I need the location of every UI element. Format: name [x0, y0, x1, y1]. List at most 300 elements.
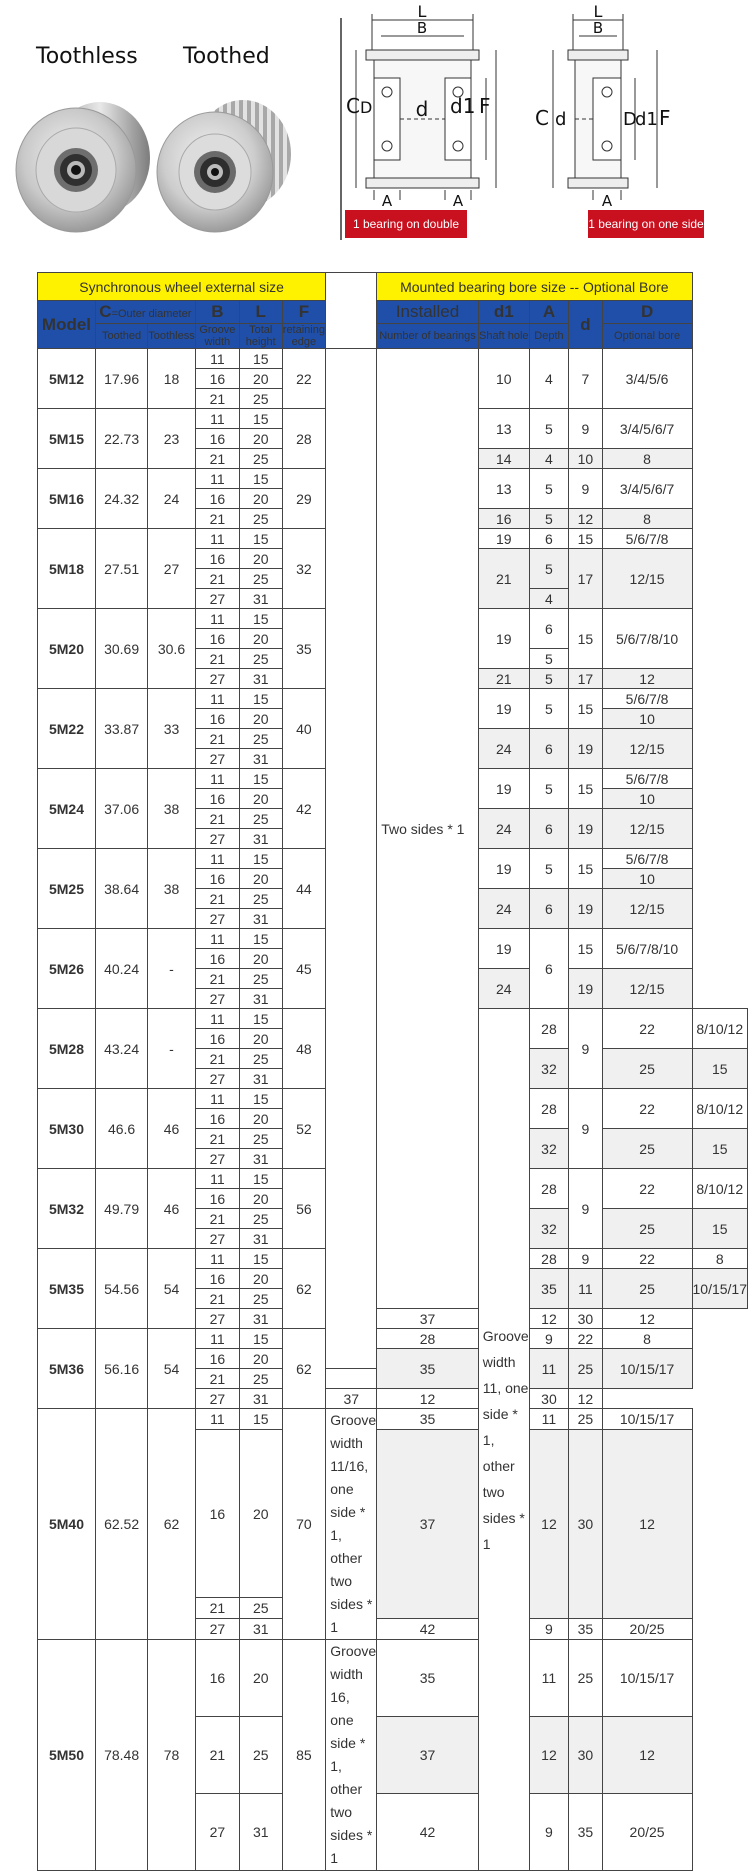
d1-cell: 24 [478, 889, 529, 929]
model-cell: 5M30 [38, 1089, 96, 1169]
height-cell: 15 [239, 769, 282, 789]
d1-cell: 19 [478, 689, 529, 729]
d-cell: 22 [569, 1329, 602, 1349]
dd-cell: 8 [602, 449, 692, 469]
d1-cell: 35 [529, 1269, 568, 1309]
groove-cell: 27 [195, 829, 239, 849]
dd-cell: 10 [602, 709, 692, 729]
groove-cell: 21 [195, 449, 239, 469]
d1-cell: 16 [478, 509, 529, 529]
a-cell: 5 [529, 669, 568, 689]
d-cell: 30 [529, 1389, 568, 1409]
height-cell: 15 [239, 929, 282, 949]
b-header: B [195, 301, 239, 324]
d1-cell: 13 [478, 409, 529, 449]
a-cell: 6 [529, 609, 568, 649]
installed-note: Two sides * 1 [377, 349, 479, 1309]
groove-cell: 11 [195, 1089, 239, 1109]
diagram-label-L: L [417, 2, 427, 21]
height-cell: 20 [239, 1029, 282, 1049]
toothless-pulley-image [8, 88, 153, 238]
dd-cell: 12/15 [602, 549, 692, 609]
toothed-cell: 62.52 [95, 1409, 147, 1640]
dd-cell: 8 [692, 1249, 748, 1269]
groove-width-header: Groove width [195, 324, 239, 349]
d-cell: 9 [569, 469, 602, 509]
height-cell: 20 [239, 1349, 282, 1369]
height-cell: 25 [239, 1369, 282, 1389]
single-side-bearing-diagram [535, 0, 675, 210]
d-cell: 22 [602, 1249, 692, 1269]
d1-cell: 42 [377, 1794, 479, 1871]
d1-cell: 24 [478, 969, 529, 1009]
f-cell: 85 [282, 1640, 326, 1871]
d1-cell: 32 [529, 1209, 568, 1249]
height-cell: 25 [239, 809, 282, 829]
diagram-label-A-right: A [452, 192, 464, 210]
optional-bore-header: Optional bore [602, 324, 692, 349]
height-cell: 31 [239, 909, 282, 929]
groove-cell: 21 [195, 389, 239, 409]
height-cell: 31 [239, 1619, 282, 1640]
f-cell: 40 [282, 689, 326, 769]
toothed-cell: 40.24 [95, 929, 147, 1009]
height-cell: 20 [239, 1269, 282, 1289]
dd-cell: 12/15 [602, 729, 692, 769]
groove-cell: 27 [195, 1619, 239, 1640]
height-cell: 20 [239, 369, 282, 389]
dd-cell: 10/15/17 [602, 1409, 692, 1430]
groove-cell: 11 [195, 1169, 239, 1189]
dd-cell: 5/6/7/8 [602, 849, 692, 869]
height-cell: 31 [239, 1794, 282, 1871]
l-header: L [239, 301, 282, 324]
d1-cell: 14 [478, 449, 529, 469]
toothed-cell: 22.73 [95, 409, 147, 469]
height-cell: 25 [239, 729, 282, 749]
groove-cell: 16 [195, 489, 239, 509]
toothed-cell: 56.16 [95, 1329, 147, 1409]
toothed-cell: 43.24 [95, 1009, 147, 1089]
diagram-label-F: F [479, 94, 491, 118]
diagram2-label-A: A [601, 192, 613, 210]
a-cell: 5 [529, 649, 568, 669]
diagram-label-C: C [346, 94, 360, 118]
d-cell: 15 [569, 529, 602, 549]
f-cell: 42 [282, 769, 326, 849]
d1-cell: 24 [478, 729, 529, 769]
a-cell: 9 [569, 1169, 602, 1249]
d-cell: 30 [569, 1430, 602, 1619]
toothless-cell: 54 [148, 1329, 195, 1409]
f-cell: 29 [282, 469, 326, 529]
d-cell: 17 [569, 669, 602, 689]
toothless-cell: 38 [148, 769, 195, 849]
number-bearings-header: Number of bearings [377, 324, 479, 349]
height-cell: 20 [239, 1430, 282, 1598]
toothed-cell: 24.32 [95, 469, 147, 529]
groove-cell: 27 [195, 1149, 239, 1169]
dd-cell: 10/15/17 [602, 1640, 692, 1717]
height-cell: 15 [239, 1329, 282, 1349]
height-cell: 20 [239, 1109, 282, 1129]
a-cell: 6 [529, 529, 568, 549]
d-cell: 19 [569, 729, 602, 769]
dd-cell: 8/10/12 [692, 1169, 748, 1209]
diagram-label-d1: d1 [450, 94, 476, 118]
d-cell: 25 [569, 1409, 602, 1430]
d-cell: 9 [569, 409, 602, 449]
height-cell: 15 [239, 349, 282, 369]
d-cell: 15 [569, 609, 602, 669]
a-cell: 12 [529, 1309, 568, 1329]
height-cell: 31 [239, 1389, 282, 1409]
toothless-cell: 78 [148, 1640, 195, 1871]
d-cell: 25 [569, 1349, 602, 1389]
groove-cell: 21 [195, 729, 239, 749]
double-side-bearing-diagram [346, 0, 521, 210]
installed-note: Groove width 11, one side * 1, other two sides * 1 [478, 1009, 529, 1871]
toothless-cell: 27 [148, 529, 195, 609]
height-cell: 15 [239, 849, 282, 869]
d-cell: 22 [602, 1009, 692, 1049]
height-cell: 25 [239, 1209, 282, 1229]
model-header: Model [38, 301, 96, 349]
model-cell: 5M18 [38, 529, 96, 609]
height-cell: 15 [239, 609, 282, 629]
dd-cell: 15 [692, 1129, 748, 1169]
toothless-label: Toothless [36, 44, 138, 69]
a-cell: 9 [569, 1089, 602, 1169]
toothless-cell: - [148, 1009, 195, 1089]
f-cell: 70 [282, 1409, 326, 1640]
toothed-cell: 33.87 [95, 689, 147, 769]
d1-cell: 35 [377, 1409, 479, 1430]
d-header: d [569, 301, 602, 349]
a-cell: 4 [529, 349, 568, 409]
a-cell: 5 [529, 509, 568, 529]
groove-cell: 16 [195, 949, 239, 969]
groove-cell: 11 [195, 769, 239, 789]
a-cell: 11 [529, 1409, 568, 1430]
d-cell: 35 [569, 1794, 602, 1871]
toothed-header: Toothed [95, 324, 147, 349]
groove-cell: 16 [195, 1029, 239, 1049]
d1-cell: 21 [478, 669, 529, 689]
dd-cell: 5/6/7/8/10 [602, 609, 692, 669]
d1-cell: 32 [529, 1129, 568, 1169]
dd-cell: 12 [569, 1389, 602, 1409]
double-side-caption: 1 bearing on double side [345, 210, 467, 238]
a-cell: 5 [529, 849, 568, 889]
a-cell: 6 [529, 889, 568, 929]
model-cell: 5M50 [38, 1640, 96, 1871]
height-cell: 25 [239, 889, 282, 909]
a-cell: 4 [529, 589, 568, 609]
dd-cell: 20/25 [602, 1619, 692, 1640]
d-cell: 22 [602, 1089, 692, 1129]
height-cell: 15 [239, 409, 282, 429]
a-cell: 4 [529, 449, 568, 469]
toothed-cell: 27.51 [95, 529, 147, 609]
a-cell: 5 [529, 409, 568, 449]
a-cell: 9 [529, 1794, 568, 1871]
d1-cell: 32 [529, 1049, 568, 1089]
height-cell: 25 [239, 389, 282, 409]
d-cell: 19 [569, 809, 602, 849]
model-cell: 5M35 [38, 1249, 96, 1329]
height-cell: 31 [239, 989, 282, 1009]
diagram2-label-d: d [555, 109, 567, 130]
toothless-cell: 62 [148, 1409, 195, 1640]
dd-cell: 15 [692, 1049, 748, 1089]
groove-cell: 11 [195, 1249, 239, 1269]
toothless-cell: 24 [148, 469, 195, 529]
spec-table [37, 272, 748, 1871]
d-cell: 22 [602, 1169, 692, 1209]
outer-diameter-header [95, 301, 195, 324]
a-cell: 11 [529, 1640, 568, 1717]
height-cell: 31 [239, 1229, 282, 1249]
toothless-cell: 30.6 [148, 609, 195, 689]
height-cell: 25 [239, 509, 282, 529]
height-cell: 25 [239, 1289, 282, 1309]
groove-cell: 16 [195, 1109, 239, 1129]
toothless-cell: 46 [148, 1169, 195, 1249]
external-size-header: Synchronous wheel external size [38, 273, 326, 301]
height-cell: 15 [239, 469, 282, 489]
dd-cell: 3/4/5/6/7 [602, 469, 692, 509]
groove-cell: 11 [195, 1409, 239, 1430]
height-cell: 15 [239, 1169, 282, 1189]
model-cell: 5M12 [38, 349, 96, 409]
f-cell: 22 [282, 349, 326, 409]
model-cell: 5M40 [38, 1409, 96, 1640]
d1-cell: 19 [478, 529, 529, 549]
dd-cell: 5/6/7/8 [602, 689, 692, 709]
bore-size-header: Mounted bearing bore size -- Optional Bore [377, 273, 692, 301]
groove-cell: 21 [195, 1129, 239, 1149]
height-cell: 15 [239, 1009, 282, 1029]
height-cell: 25 [239, 1717, 282, 1794]
d1-cell: 37 [377, 1430, 479, 1619]
toothed-cell: 17.96 [95, 349, 147, 409]
height-cell: 31 [239, 749, 282, 769]
a-cell: 6 [529, 929, 568, 1009]
model-cell: 5M24 [38, 769, 96, 849]
d-cell: 25 [602, 1129, 692, 1169]
groove-cell: 16 [195, 1269, 239, 1289]
model-cell: 5M28 [38, 1009, 96, 1089]
dd-cell: 10/15/17 [692, 1269, 748, 1309]
height-cell: 25 [239, 1598, 282, 1619]
a-cell: 5 [529, 549, 568, 589]
f-cell: 28 [282, 409, 326, 469]
d1-cell: 28 [529, 1089, 568, 1129]
toothless-cell: 33 [148, 689, 195, 769]
toothed-pulley-image [151, 88, 296, 238]
dd-cell: 15 [692, 1209, 748, 1249]
c-rest: =Outer diameter [111, 308, 192, 320]
diagram2-label-B: B [592, 19, 604, 37]
groove-cell: 21 [195, 969, 239, 989]
d1-cell: 35 [377, 1640, 479, 1717]
model-cell: 5M22 [38, 689, 96, 769]
model-cell: 5M15 [38, 409, 96, 469]
f-header: F [282, 301, 326, 324]
shaft-hole-header: Shaft hole [478, 324, 529, 349]
groove-cell: 16 [195, 1349, 239, 1369]
groove-cell: 21 [195, 649, 239, 669]
dd-cell: 10/15/17 [602, 1349, 692, 1389]
product-illustrations [0, 0, 748, 268]
total-height-header: Total height [239, 324, 282, 349]
dd-cell: 8/10/12 [692, 1089, 748, 1129]
groove-cell: 16 [195, 1640, 239, 1717]
groove-cell: 11 [195, 1329, 239, 1349]
groove-cell: 27 [195, 909, 239, 929]
groove-cell: 21 [195, 1209, 239, 1229]
toothless-cell: 38 [148, 849, 195, 929]
model-cell: 5M16 [38, 469, 96, 529]
retaining-edge-header: retaining edge [282, 324, 325, 348]
dd-cell: 3/4/5/6 [602, 349, 692, 409]
installed-note: Groove width 16, one side * 1, other two sides * 1 [326, 1640, 377, 1871]
height-cell: 15 [239, 1089, 282, 1109]
f-cell: 56 [282, 1169, 326, 1249]
d1-cell: 37 [377, 1309, 479, 1329]
groove-cell: 11 [195, 849, 239, 869]
dd-cell: 12/15 [602, 889, 692, 929]
d-cell: 25 [569, 1640, 602, 1717]
d1-cell: 28 [529, 1009, 568, 1049]
height-cell: 20 [239, 629, 282, 649]
toothless-header: Toothless [148, 324, 195, 349]
groove-cell: 21 [195, 1289, 239, 1309]
height-cell: 31 [239, 589, 282, 609]
toothed-cell: 37.06 [95, 769, 147, 849]
groove-cell: 21 [195, 809, 239, 829]
model-cell: 5M32 [38, 1169, 96, 1249]
toothed-label: Toothed [183, 44, 270, 69]
d-cell: 25 [602, 1049, 692, 1089]
f-cell: 45 [282, 929, 326, 1009]
toothless-cell: 46 [148, 1089, 195, 1169]
dd-cell: 5/6/7/8/10 [602, 929, 692, 969]
spec-table-body [38, 349, 748, 1871]
height-cell: 20 [239, 869, 282, 889]
model-cell: 5M25 [38, 849, 96, 929]
a-cell: 12 [529, 1430, 568, 1619]
f-cell: 62 [282, 1249, 326, 1329]
diagram2-label-F: F [659, 106, 671, 130]
height-cell: 20 [239, 1189, 282, 1209]
groove-cell: 27 [195, 1309, 239, 1329]
groove-cell: 21 [195, 569, 239, 589]
height-cell: 31 [239, 1149, 282, 1169]
groove-cell: 16 [195, 429, 239, 449]
dd-cell: 10 [602, 789, 692, 809]
d1-header: d1 [478, 301, 529, 324]
dd-cell: 8/10/12 [692, 1009, 748, 1049]
a-cell: 5 [529, 689, 568, 729]
groove-cell: 27 [195, 989, 239, 1009]
a-cell: 6 [529, 809, 568, 849]
a-cell: 9 [529, 1619, 568, 1640]
groove-cell: 16 [195, 1430, 239, 1598]
diagram2-label-d1: d1 [635, 109, 658, 130]
f-cell: 62 [282, 1329, 326, 1409]
diagram2-label-C: C [535, 106, 549, 130]
groove-cell: 16 [195, 369, 239, 389]
dd-cell: 12 [602, 1309, 692, 1329]
d-cell: 19 [569, 889, 602, 929]
groove-cell: 27 [195, 1389, 239, 1409]
f-cell: 52 [282, 1089, 326, 1169]
d1-cell: 28 [377, 1329, 479, 1349]
height-cell: 15 [239, 689, 282, 709]
diagram-label-d: d [415, 97, 429, 121]
height-cell: 31 [239, 1069, 282, 1089]
height-cell: 25 [239, 1129, 282, 1149]
groove-cell: 16 [195, 709, 239, 729]
dd-cell: 12 [602, 1717, 692, 1794]
d1-cell: 37 [326, 1389, 377, 1409]
d1-cell: 21 [478, 549, 529, 609]
height-cell: 15 [239, 529, 282, 549]
groove-cell: 11 [195, 469, 239, 489]
d-cell: 35 [569, 1619, 602, 1640]
height-cell: 15 [239, 1249, 282, 1269]
groove-cell: 16 [195, 549, 239, 569]
groove-cell: 11 [195, 349, 239, 369]
height-cell: 15 [239, 1409, 282, 1430]
a-cell: 12 [529, 1717, 568, 1794]
f-cell: 32 [282, 529, 326, 609]
groove-cell: 16 [195, 869, 239, 889]
d-cell: 15 [569, 929, 602, 969]
d1-cell: 28 [529, 1249, 568, 1269]
height-cell: 20 [239, 709, 282, 729]
d-cell: 7 [569, 349, 602, 409]
d-cell: 12 [569, 509, 602, 529]
d1-cell: 19 [478, 929, 529, 969]
groove-cell: 21 [195, 889, 239, 909]
d-cell: 17 [569, 549, 602, 609]
groove-cell: 11 [195, 529, 239, 549]
a-cell: 11 [569, 1269, 602, 1309]
toothless-cell: 23 [148, 409, 195, 469]
a-cell: 9 [569, 1009, 602, 1089]
height-cell: 31 [239, 669, 282, 689]
groove-cell: 11 [195, 689, 239, 709]
d1-cell: 10 [478, 349, 529, 409]
dd-cell: 5/6/7/8 [602, 529, 692, 549]
dd-cell: 20/25 [602, 1794, 692, 1871]
d1-cell: 24 [478, 809, 529, 849]
dd-cell: 12 [602, 669, 692, 689]
toothed-cell: 49.79 [95, 1169, 147, 1249]
d-cell: 19 [569, 969, 602, 1009]
a-cell: 11 [529, 1349, 568, 1389]
groove-cell: 21 [195, 1598, 239, 1619]
diagram-label-B: B [416, 19, 428, 37]
groove-cell: 21 [195, 1369, 239, 1389]
a-cell: 5 [529, 769, 568, 809]
d1-cell: 37 [377, 1717, 479, 1794]
height-cell: 20 [239, 789, 282, 809]
toothed-cell: 78.48 [95, 1640, 147, 1871]
